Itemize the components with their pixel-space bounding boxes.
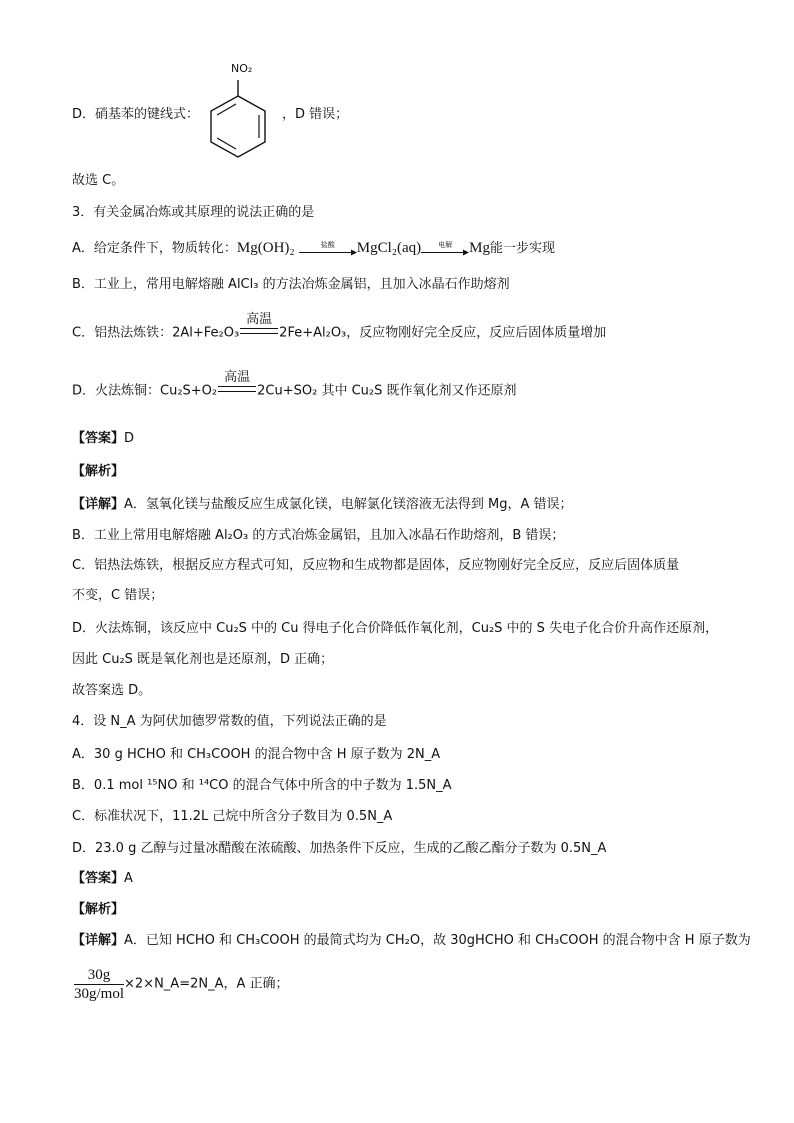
q4-formula — [74, 966, 289, 1003]
detail-label: 【详解】 — [72, 933, 125, 948]
nitrobenzene-structure — [205, 58, 275, 158]
q3-option-a — [72, 239, 555, 258]
q4-option-c: C．标准状况下，11.2L 己烷中所含分子数目为 0.5N_A — [72, 809, 393, 824]
formula-tail: ×2×N_A=2N_A，A 正确； — [124, 976, 289, 992]
q3-a-arrow-1 — [299, 241, 357, 256]
fraction — [74, 966, 124, 1003]
option-d-suffix: ，D 错误； — [282, 107, 349, 122]
q3-a-arrow-2 — [421, 241, 469, 256]
choose-c: 故选 C。 — [72, 173, 125, 188]
q3-detail-c2: 不变，C 错误； — [72, 588, 164, 603]
q3-a-reactant: Mg(OH)₂ — [236, 240, 295, 256]
q3-stem: 3．有关金属冶炼或其原理的说法正确的是 — [72, 205, 315, 220]
q3-detail-b: B．工业上常用电解熔融 Al₂O₃ 的方式冶炼金属铝，且加入冰晶石作助熔剂，B 错误； — [72, 528, 565, 543]
q4-option-d: D．23.0 g 乙醇与过量冰醋酸在浓硫酸、加热条件下反应，生成的乙酸乙酯分子数为 0.5N_A — [72, 841, 607, 856]
q4-detail-a — [72, 932, 751, 950]
q3-option-c — [72, 312, 606, 343]
option-d-nitrobenzene — [72, 106, 199, 124]
q3-a-suffix: 能一步实现 — [490, 241, 556, 256]
detail-a-text: A．氢氧化镁与盐酸反应生成氯化镁，电解氯化镁溶液无法得到 Mg，A 错误； — [124, 497, 573, 512]
fraction-denominator: 30g/mol — [74, 986, 125, 1002]
answer-value: A — [124, 871, 133, 886]
q3-c-prefix: C．铝热法炼铁：2Al+Fe₂O₃ — [72, 325, 240, 341]
answer-label: 【答案】 — [72, 871, 125, 886]
arrow-label-hcl: 盐酸 — [320, 241, 335, 249]
q3-a-product: Mg — [469, 240, 491, 256]
fraction-numerator: 30g — [74, 966, 124, 985]
q3-detail-c1: C．铝热法炼铁，根据反应方程式可知，反应物和生成物都是固体，反应物刚好完全反应，反应后固体质量 — [72, 558, 680, 573]
detail-label: 【详解】 — [72, 497, 125, 512]
q3-a-prefix: A．给定条件下，物质转化： — [72, 241, 237, 256]
q3-detail-d1: D．火法炼铜，该反应中 Cu₂S 中的 Cu 得电子化合价降低作氧化剂，Cu₂S 中的 S 失电子化合价升高作还原剂， — [72, 621, 719, 636]
q3-conclusion: 故答案选 D。 — [72, 683, 152, 698]
q3-d-rest: 2Cu+SO₂ 其中 Cu₂S 既作氧化剂又作还原剂 — [257, 383, 517, 399]
q4-analysis-label: 【解析】 — [72, 902, 125, 917]
q3-detail-a — [72, 496, 573, 514]
q3-d-prefix: D．火法炼铜：Cu₂S+O₂ — [72, 383, 218, 399]
q3-c-condition: 高温 — [240, 312, 278, 334]
q4-option-a: A．30 g HCHO 和 CH₃COOH 的混合物中含 H 原子数为 2N_A — [72, 747, 441, 762]
q3-option-b: B．工业上，常用电解熔融 AlCl₃ 的方法冶炼金属铝，且加入冰晶石作助熔剂 — [72, 277, 510, 292]
q3-d-condition: 高温 — [218, 370, 256, 392]
q3-analysis-label: 【解析】 — [72, 464, 125, 479]
q3-option-d — [72, 370, 517, 401]
detail-a-text: A．已知 HCHO 和 CH₃COOH 的最简式均为 CH₂O，故 30gHCHO 和 CH₃COOH 的混合物中含 H 原子数为 — [124, 933, 751, 948]
answer-value: D — [124, 431, 135, 446]
arrow-label-electrolysis: 电解 — [438, 241, 453, 249]
q4-answer — [72, 870, 133, 888]
q4-stem: 4．设 N_A 为阿伏加德罗常数的值，下列说法正确的是 — [72, 714, 387, 729]
q3-detail-d2: 因此 Cu₂S 既是氧化剂也是还原剂，D 正确； — [72, 652, 334, 667]
q4-option-b: B．0.1 mol ¹⁵NO 和 ¹⁴CO 的混合气体中所含的中子数为 1.5N_A — [72, 778, 452, 793]
q3-a-intermediate: MgCl₂(aq) — [356, 240, 422, 256]
answer-label: 【答案】 — [72, 431, 125, 446]
q3-answer — [72, 430, 134, 448]
nitro-group-label: NO₂ — [231, 62, 253, 75]
q3-c-rest: 2Fe+Al₂O₃，反应物刚好完全反应，反应后固体质量增加 — [279, 325, 607, 341]
option-d-prefix: D．硝基苯的键线式： — [72, 107, 200, 122]
